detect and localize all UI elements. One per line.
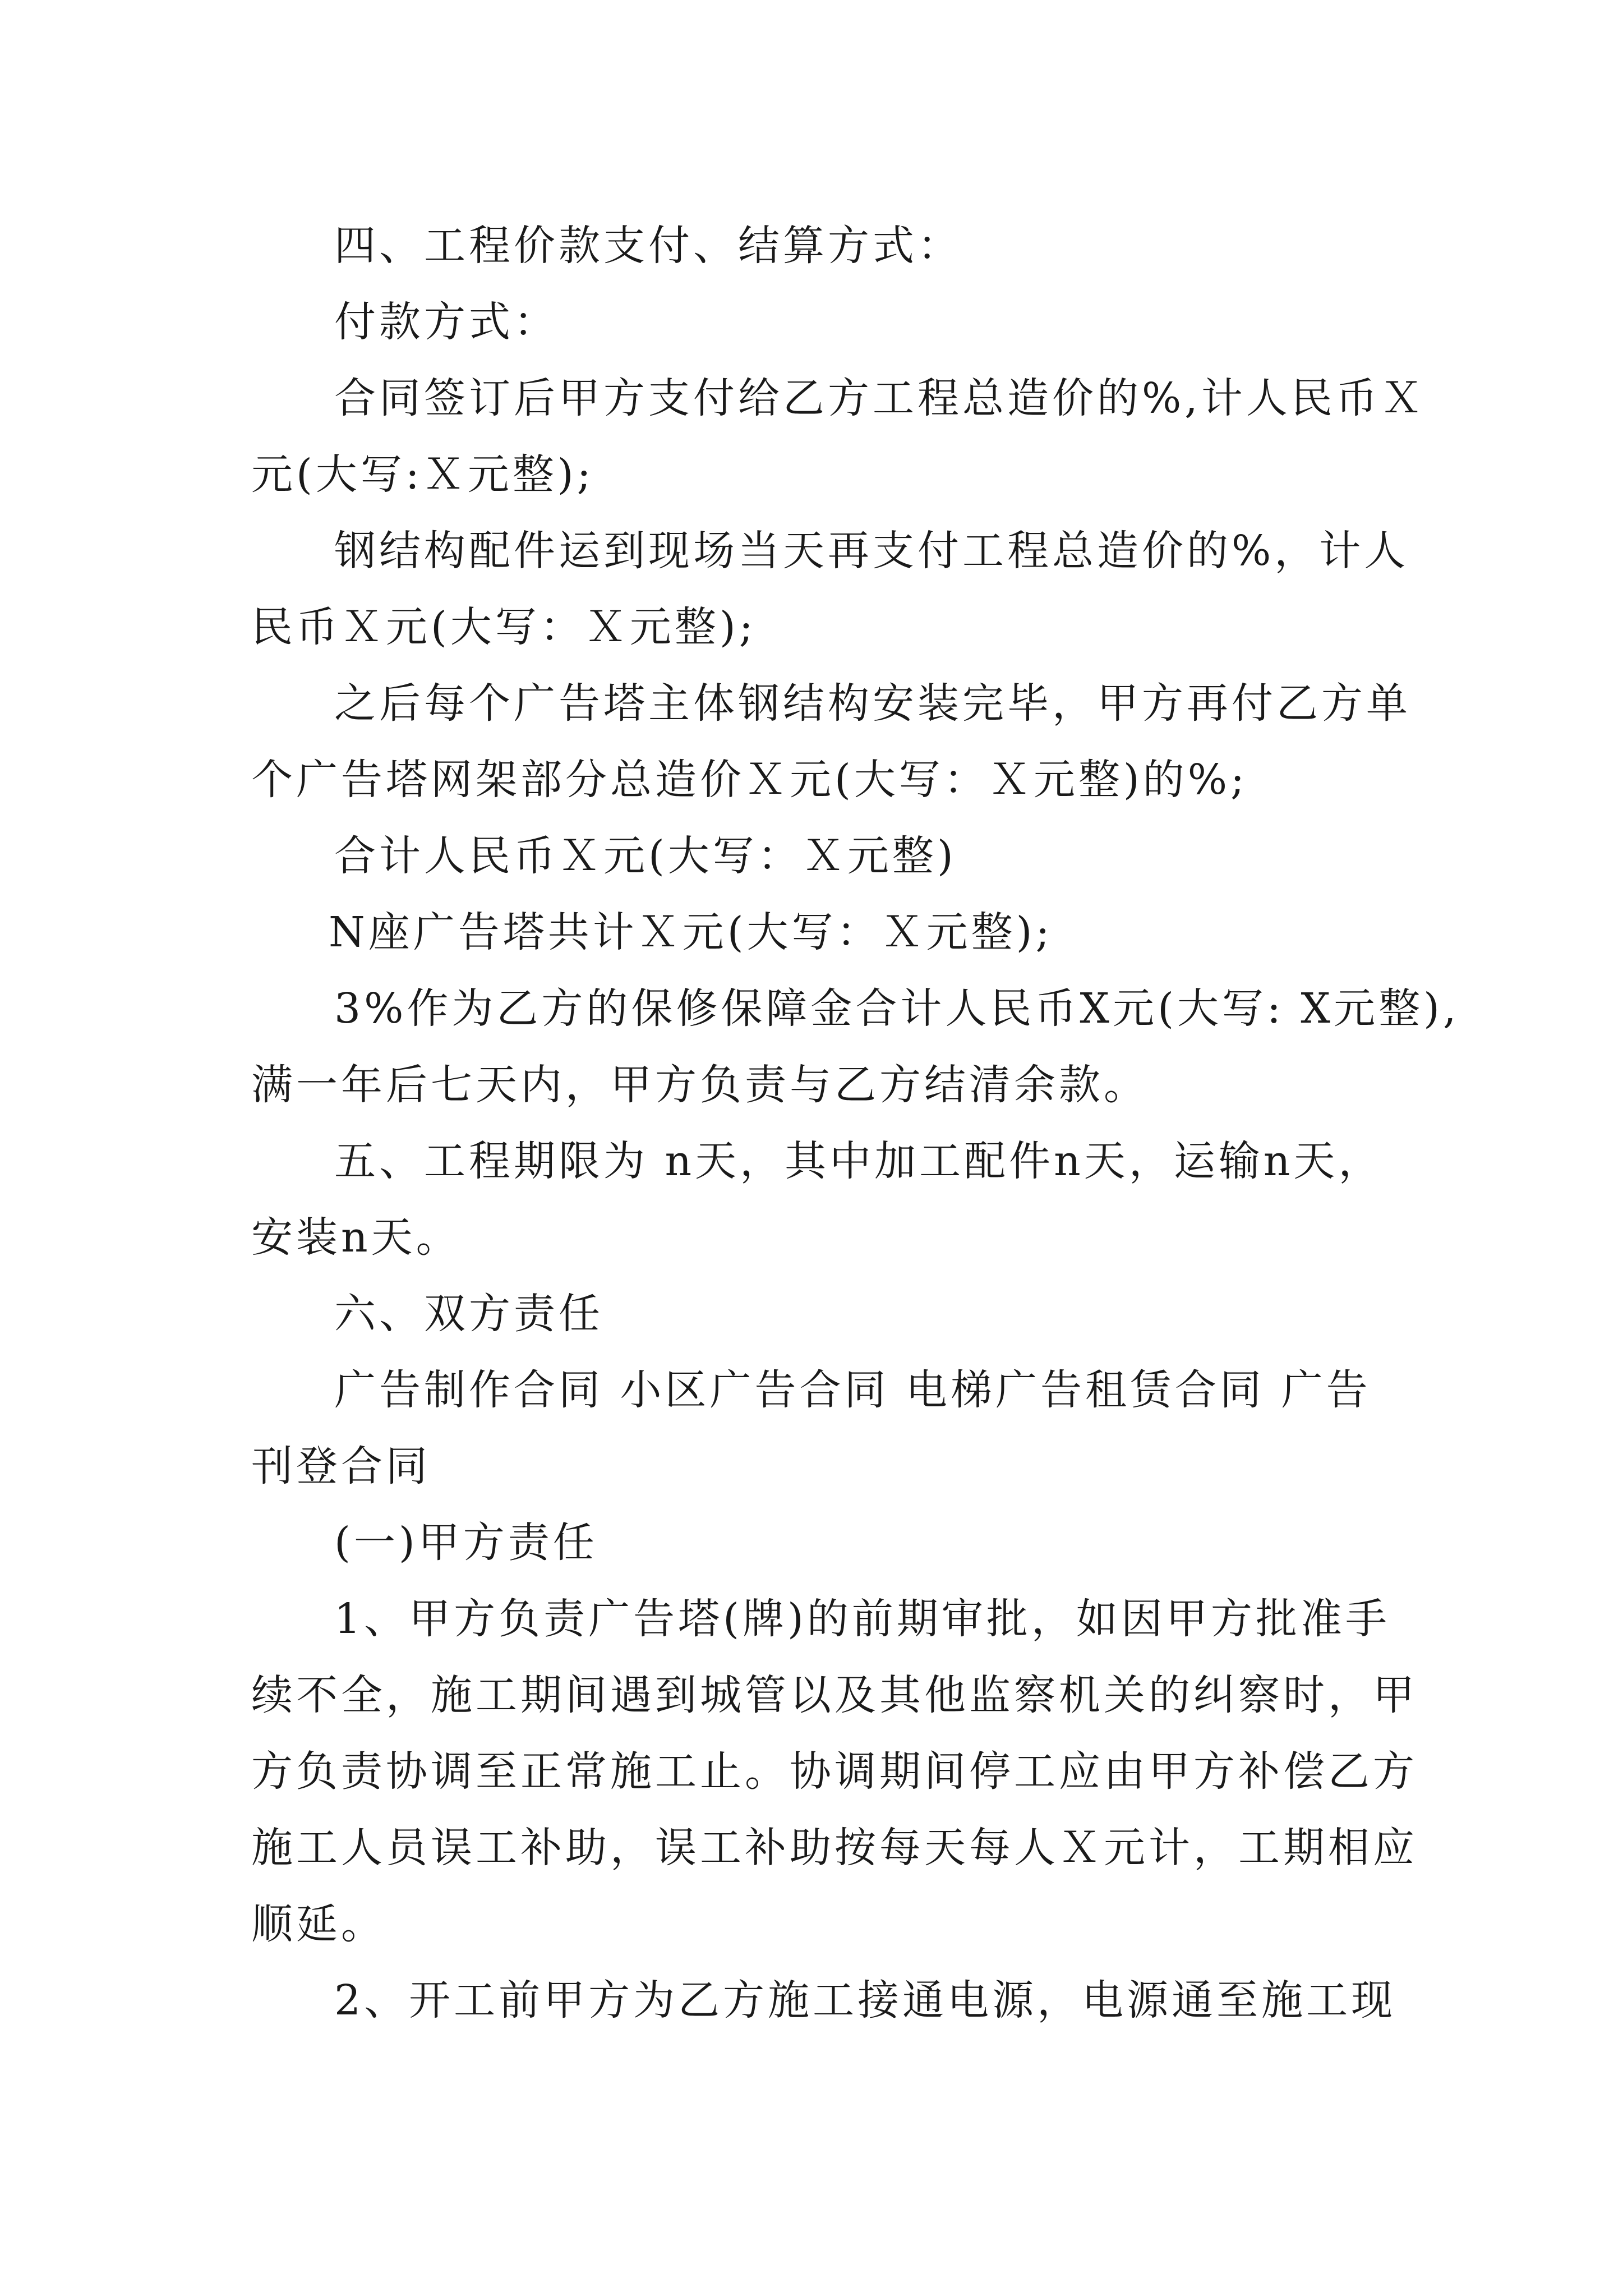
section-four-heading: 四、工程价款支付、结算方式：	[334, 222, 962, 270]
paragraph-line: 元(大写:Ｘ元整);	[251, 450, 594, 499]
paragraph-line: 顺延。	[251, 1900, 386, 1948]
paragraph-line: 合计人民币Ｘ元(大写：Ｘ元整)	[334, 832, 957, 880]
paragraph-line: 方负责协调至正常施工止。协调期间停工应由甲方补偿乙方	[251, 1747, 1418, 1796]
paragraph-line: 1、甲方负责广告塔(牌)的前期审批，如因甲方批准手	[334, 1595, 1390, 1643]
paragraph-line: 安装n天。	[251, 1213, 461, 1262]
paragraph-line: 民币Ｘ元(大写：Ｘ元整);	[251, 603, 757, 651]
related-contracts-line: 广告制作合同 小区广告合同 电梯广告租赁合同 广告	[334, 1366, 1371, 1414]
related-contracts-line: 刊登合同	[251, 1442, 431, 1490]
paragraph-line: 续不全，施工期间遇到城管以及其他监察机关的纠察时，甲	[251, 1671, 1418, 1719]
section-five-line: 五、工程期限为 n天，其中加工配件n天，运输n天，	[334, 1137, 1384, 1185]
paragraph-line: 2、开工前甲方为乙方施工接通电源，电源通至施工现	[334, 1976, 1396, 2024]
paragraph-line: N座广告塔共计Ｘ元(大写：Ｘ元整);	[329, 908, 1053, 956]
paragraph-line: 满一年后七天内，甲方负责与乙方结清余款。	[251, 1061, 1149, 1109]
party-a-heading: (一)甲方责任	[334, 1519, 598, 1567]
paragraph-line: 3%作为乙方的保修保障金合计人民币X元(大写: X元整),	[334, 984, 1460, 1033]
paragraph-line: 施工人员误工补助，误工补助按每天每人Ｘ元计，工期相应	[251, 1824, 1418, 1872]
section-six-heading: 六、双方责任	[334, 1290, 603, 1338]
paragraph-line: 钢结构配件运到现场当天再支付工程总造价的%，计人	[334, 527, 1409, 575]
paragraph-line: 之后每个广告塔主体钢结构安装完毕，甲方再付乙方单	[334, 679, 1411, 728]
paragraph-line: 合同签订后甲方支付给乙方工程总造价的%,计人民币Ｘ	[334, 374, 1426, 422]
payment-method-label: 付款方式：	[334, 298, 559, 346]
document-page	[251, 208, 1460, 2039]
paragraph-line: 个广告塔网架部分总造价Ｘ元(大写：Ｘ元整)的%;	[251, 756, 1248, 804]
